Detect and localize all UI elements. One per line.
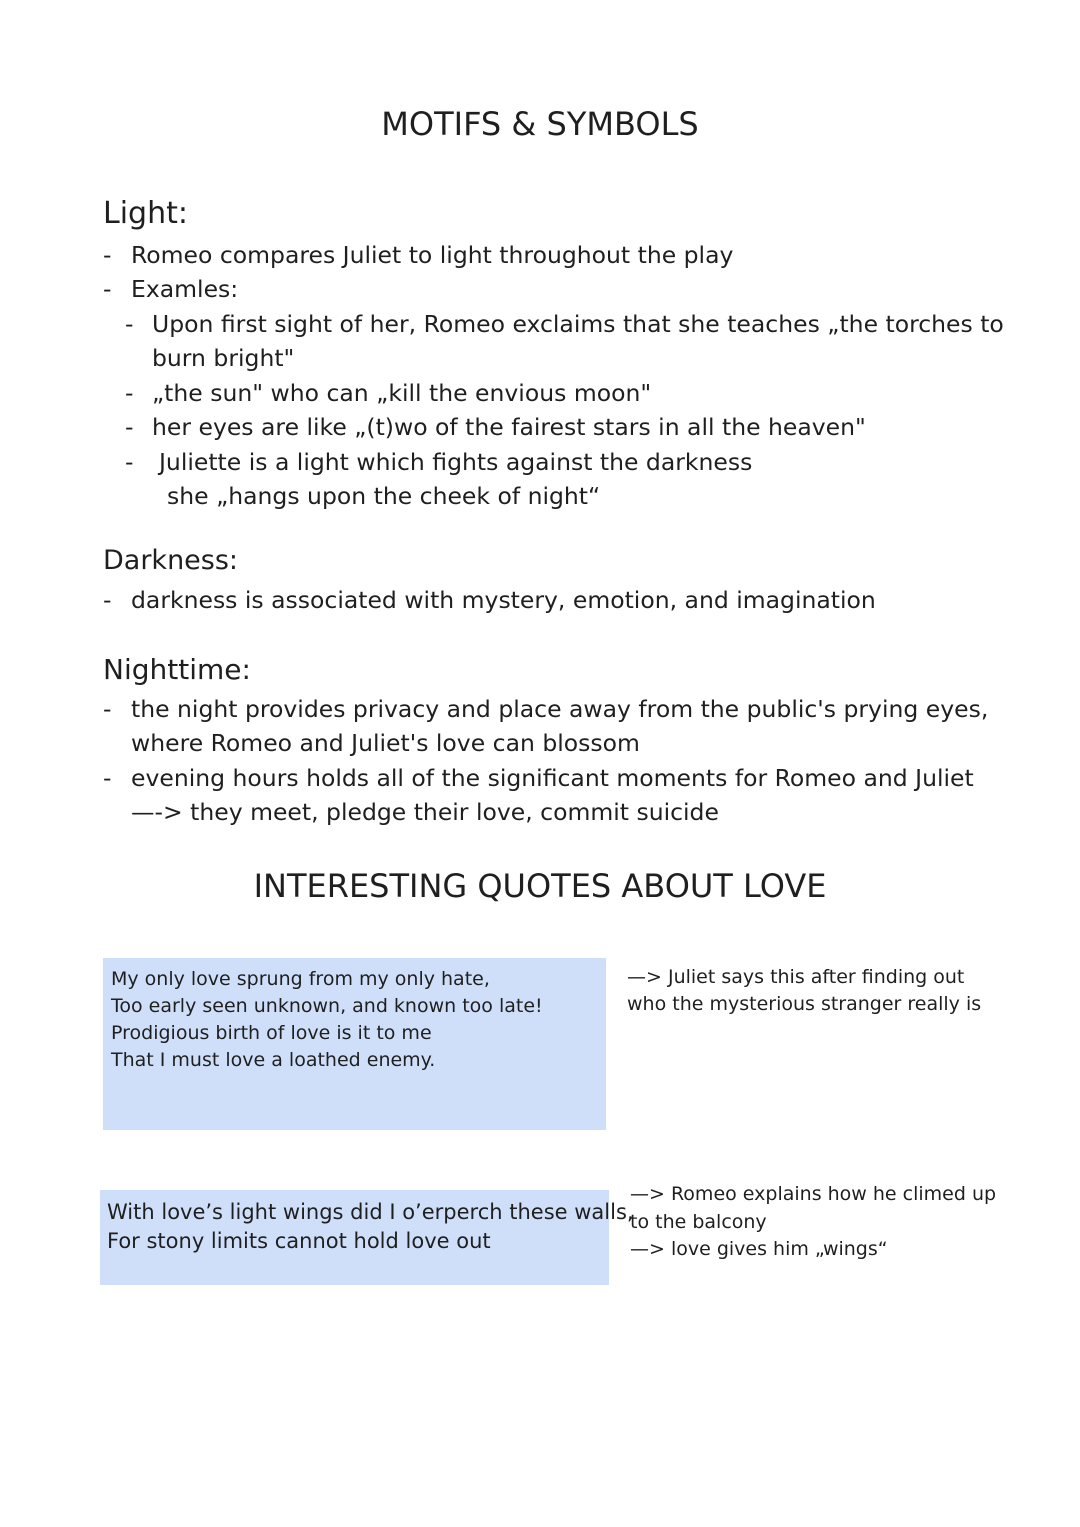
nighttime-bullet: evening hours holds all of the significant moments for Romeo and Juliet: [131, 764, 974, 792]
nighttime-bullet-continued: —-> they meet, pledge their love, commit suicide: [131, 798, 719, 826]
light-example: Juliette is a light which fights against the darkness: [159, 448, 753, 476]
darkness-bullet: darkness is associated with mystery, emotion, and imagination: [131, 586, 876, 614]
quote-line: My only love sprung from my only hate,: [111, 968, 490, 990]
quote-note: who the mysterious stranger really is: [627, 993, 982, 1015]
light-example: „the sun" who can „kill the envious moon": [152, 379, 652, 407]
nighttime-bullet-continued: where Romeo and Juliet's love can blossom: [131, 729, 640, 757]
quote-line: That I must love a loathed enemy.: [111, 1049, 436, 1071]
quote-note: —> love gives him „wings“: [630, 1238, 888, 1260]
section-heading-nighttime: Nighttime:: [103, 653, 251, 686]
light-bullet: Examles:: [131, 275, 239, 303]
page-title: MOTIFS & SYMBOLS: [381, 105, 699, 143]
bullet-dash: -: [103, 241, 112, 269]
quote-note: to the balcony: [630, 1211, 767, 1233]
bullet-dash: -: [103, 275, 112, 303]
bullet-dash: -: [103, 764, 112, 792]
light-example-continued: she „hangs upon the cheek of night“: [167, 482, 601, 510]
light-example: Upon first sight of her, Romeo exclaims that she teaches „the torches to: [152, 310, 1004, 338]
light-bullet: Romeo compares Juliet to light throughout the play: [131, 241, 734, 269]
nighttime-bullet: the night provides privacy and place away from the public's prying eyes,: [131, 695, 989, 723]
bullet-dash: -: [103, 695, 112, 723]
quote-note: —> Juliet says this after finding out: [627, 966, 965, 988]
bullet-dash: -: [103, 586, 112, 614]
sub-bullet-dash: -: [125, 413, 134, 441]
quote-note: —> Romeo explains how he climed up: [630, 1183, 997, 1205]
sub-bullet-dash: -: [125, 379, 134, 407]
quote-line: Prodigious birth of love is it to me: [111, 1022, 432, 1044]
sub-bullet-dash: -: [125, 310, 134, 338]
quote-box: [103, 958, 606, 1130]
light-example: her eyes are like „(t)wo of the fairest stars in all the heaven": [152, 413, 866, 441]
section-heading-darkness: Darkness:: [103, 545, 239, 576]
quote-line: Too early seen unknown, and known too late!: [111, 995, 543, 1017]
quote-box: [100, 1190, 634, 1285]
light-example-continued: burn bright": [152, 344, 295, 372]
quote-line: For stony limits cannot hold love out: [107, 1229, 491, 1253]
quotes-title: INTERESTING QUOTES ABOUT LOVE: [253, 867, 827, 905]
sub-bullet-dash: -: [125, 448, 134, 476]
section-heading-light: Light:: [103, 196, 188, 231]
quote-line: With love’s light wings did I o’erperch these walls,: [107, 1200, 634, 1224]
